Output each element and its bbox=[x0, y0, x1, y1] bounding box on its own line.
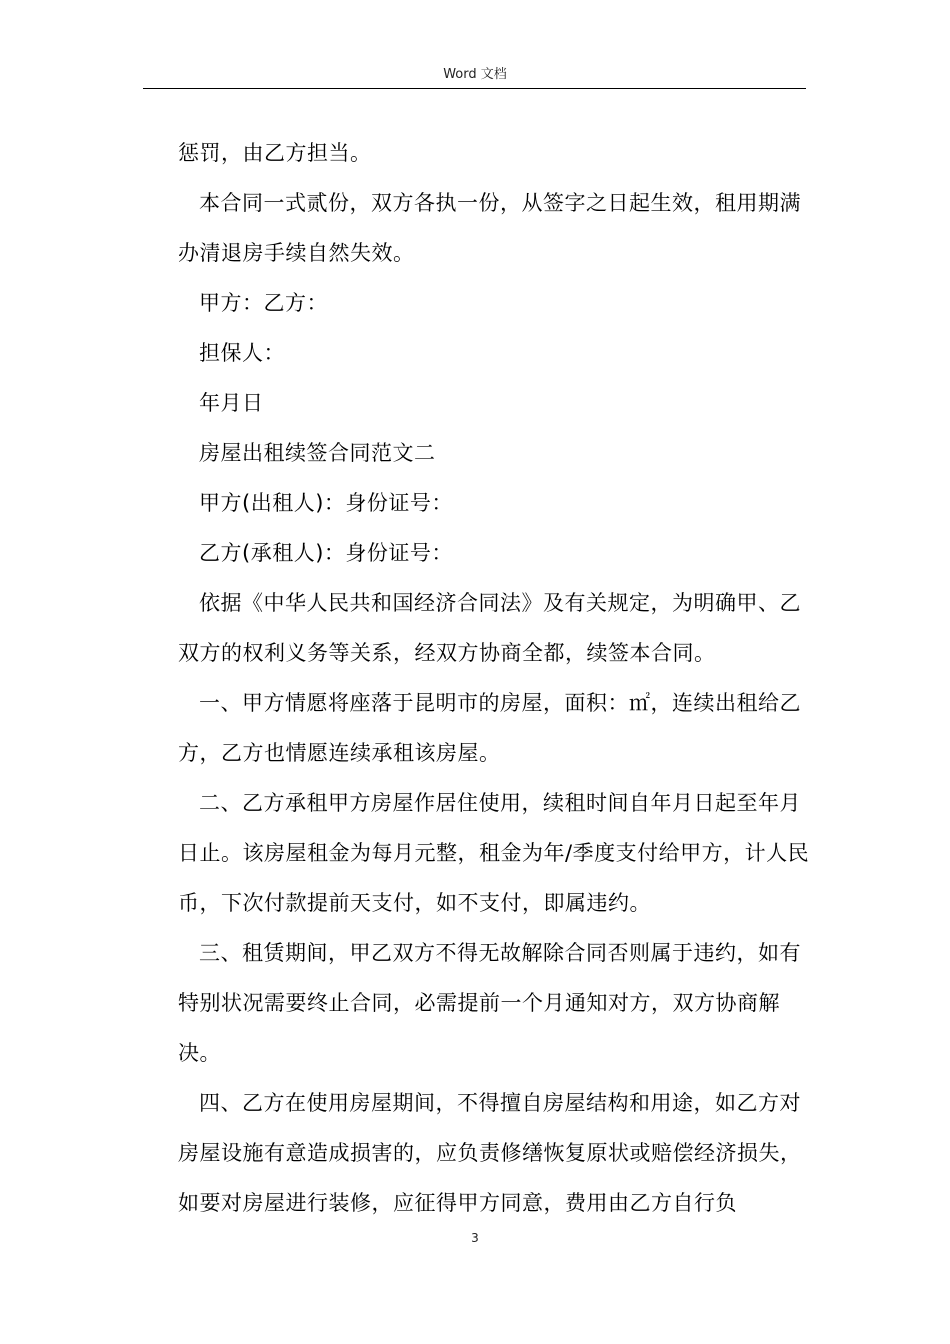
page-header: Word 文档 bbox=[443, 67, 507, 82]
page-number: 3 bbox=[471, 1231, 479, 1245]
paragraph-signatures: 甲方：乙方： bbox=[199, 291, 328, 315]
paragraph-party-a: 甲方(出租人)：身份证号： bbox=[199, 491, 453, 515]
paragraph-continued-penalty: 惩罚，由乙方担当。 bbox=[178, 141, 372, 165]
paragraph-date: 年月日 bbox=[199, 391, 264, 415]
clause-four: 四、乙方在使用房屋期间，不得擅自房屋结构和用途，如乙方对房屋设施有意造成损害的，应负责修缮恢复原状或赔偿经济损失，如要对房屋进行装修，应征得甲方同意，费用由乙方自行负 bbox=[178, 1091, 802, 1215]
paragraph-guarantor: 担保人： bbox=[199, 341, 285, 365]
document-body bbox=[178, 128, 810, 1228]
contract-title: 房屋出租续签合同范文二 bbox=[199, 441, 436, 465]
header-divider bbox=[143, 88, 806, 89]
paragraph-preamble: 依据《中华人民共和国经济合同法》及有关规定，为明确甲、乙双方的权利义务等关系，经双方协商全都，续签本合同。 bbox=[178, 591, 801, 665]
paragraph-copies: 本合同一式贰份，双方各执一份，从签字之日起生效，租用期满办清退房手续自然失效。 bbox=[178, 191, 801, 265]
clause-two: 二、乙方承租甲方房屋作居住使用，续租时间自年月日起至年月日止。该房屋租金为每月元整，租金为年/季度支付给甲方，计人民币，下次付款提前天支付，如不支付，即属违约。 bbox=[178, 791, 810, 915]
clause-one: 一、甲方情愿将座落于昆明市的房屋，面积：㎡，连续出租给乙方，乙方也情愿连续承租该房屋。 bbox=[178, 691, 801, 765]
clause-three: 三、租赁期间，甲乙双方不得无故解除合同否则属于违约，如有特别状况需要终止合同，必需提前一个月通知对方，双方协商解决。 bbox=[178, 941, 801, 1065]
paragraph-party-b: 乙方(承租人)：身份证号： bbox=[199, 541, 453, 565]
